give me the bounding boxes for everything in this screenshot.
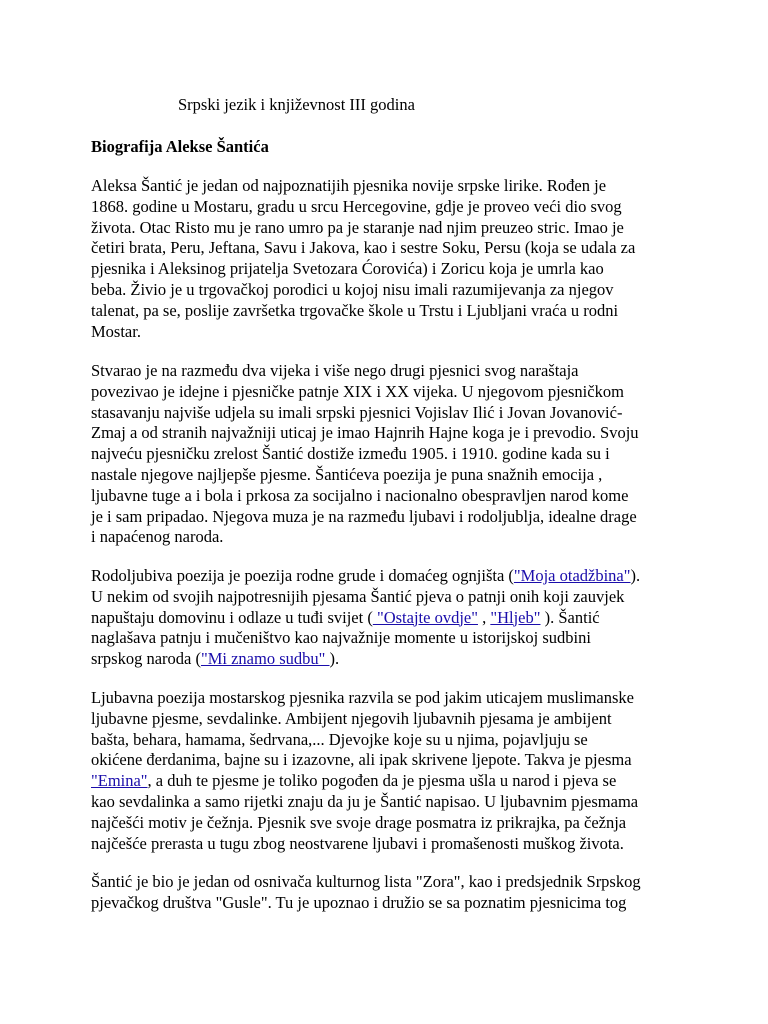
line-text: srpskog naroda ( <box>91 649 201 669</box>
paragraph-line: bašta, behara, hamama, šedrvana,... Djevojke koje su u njima, pojavljuju se <box>91 729 588 749</box>
paragraph-line: Šantić je bio je jedan od osnivača kulturnog lista "Zora", kao i predsjednik Srpskog <box>91 872 641 891</box>
paragraph-2 <box>91 361 691 548</box>
paragraph-line: pjesnika i Aleksinog prijatelja Svetozara Ćorovića) i Zoricu koja je umrla kao <box>91 259 604 279</box>
link-ostajte-ovdje[interactable]: "Ostajte ovdje" <box>372 607 478 627</box>
paragraph-line: i napaćenog naroda. <box>91 527 224 547</box>
paragraph-4 <box>91 688 691 854</box>
paragraph-line: najčešći motiv je čežnja. Pjesnik sve svoje drage posmatra iz prikrajka, pa čežnja <box>91 812 627 832</box>
paragraph-line: ljubavne pjesme, sevdalinke. Ambijent njegovih ljubavnih pjesama je ambijent <box>91 708 612 728</box>
paragraph-line: Mostar. <box>91 321 141 341</box>
document-title: Biografija Alekse Šantića <box>91 137 269 156</box>
course-header: Srpski jezik i književnost III godina <box>178 95 415 114</box>
line-text: ). Šantić <box>540 607 600 627</box>
paragraph-line: ljubavne tuge a i bola i prkosa za socijalno i nacionalno obespravljen narod kome <box>91 485 629 505</box>
paragraph-line: Aleksa Šantić je jedan od najpoznatijih pjesnika novije srpske lirike. Rođen je <box>91 176 607 195</box>
paragraph-1 <box>91 176 691 342</box>
paragraph-line: života. Otac Risto mu je rano umro pa je staranje nad njim preuzeo stric. Imao je <box>91 217 624 237</box>
paragraph-line: povezivao je idejne i pjesničke patnje XIX i XX vijeka. U njegovom pjesničkom <box>91 381 624 401</box>
paragraph-line: U nekim od svojih najpotresnijih pjesama Šantić pjeva o patnji onih koji zauvjek <box>91 586 625 606</box>
link-hljeb[interactable]: "Hljeb" <box>490 607 541 627</box>
paragraph-line: najčešće prerasta u tugu zbog neostvarene ljubavi i promašenosti muškog života. <box>91 833 624 853</box>
line-text: ). <box>329 649 340 669</box>
line-text: , a duh te pjesme je toliko pogođen da je pjesma ušla u narod i pjeva se <box>147 771 617 791</box>
line-text: napuštaju domovinu i odlaze u tuđi svijet ( <box>91 607 373 627</box>
paragraph-line: beba. Živio je u trgovačkoj porodici u kojoj nisu imali razumijevanja za njegov <box>91 279 614 299</box>
paragraph-line <box>91 608 691 629</box>
line-text: ). <box>630 566 641 585</box>
paragraph-line: okićene đerdanima, bajne su i izazovne, ali ipak skrivene ljepote. Takva je pjesma <box>91 750 632 770</box>
paragraph-line: pjevačkog društva "Gusle". Tu je upoznao i družio se sa poznatim pjesnicima tog <box>91 892 627 912</box>
paragraph-line: nastale njegove najljepše pjesme. Šantićeva poezija je puna snažnih emocija , <box>91 464 603 484</box>
line-text: Rodoljubiva poezija je poezija rodne grude i domaćeg ognjišta ( <box>91 566 514 585</box>
paragraph-3 <box>91 566 691 670</box>
paragraph-line: Stvarao je na razmeđu dva vijeka i više nego drugi pjesnici svog naraštaja <box>91 361 579 380</box>
link-moja-otadzbina[interactable]: "Moja otadžbina" <box>513 566 631 585</box>
paragraph-line: naglašava patnju i mučeništvo kao najvažnije momente u istorijskoj sudbini <box>91 628 591 648</box>
paragraph-5 <box>91 872 691 914</box>
paragraph-line: Ljubavna poezija mostarskog pjesnika razvila se pod jakim uticajem muslimanske <box>91 688 634 707</box>
paragraph-line: Zmaj a od stranih najvažniji uticaj je imao Hajnrih Hajne koga je i prevodio. Svoju <box>91 423 639 443</box>
paragraph-line: 1868. godine u Mostaru, gradu u srcu Hercegovine, gdje je proveo veći dio svog <box>91 196 622 216</box>
link-mi-znamo-sudbu[interactable]: "Mi znamo sudbu" <box>200 649 330 669</box>
paragraph-line <box>91 771 691 792</box>
paragraph-line: stasavanju najviše udjela su imali srpski pjesnici Vojislav Ilić i Jovan Jovanović- <box>91 402 623 422</box>
paragraph-line: četiri brata, Peru, Jeftana, Savu i Jakova, kao i sestre Soku, Persu (koja se udala za <box>91 238 636 258</box>
link-emina[interactable]: "Emina" <box>91 771 148 791</box>
paragraph-line <box>91 566 691 587</box>
paragraph-line: je i sam pripadao. Njegova muza je na razmeđu ljubavi i rodoljublja, idealne drage <box>91 506 637 526</box>
paragraph-line: kao sevdalinka a samo rijetki znaju da ju je Šantić napisao. U ljubavnim pjesmama <box>91 791 639 811</box>
paragraph-line <box>91 649 691 670</box>
line-text: , <box>477 607 491 627</box>
paragraph-line: najveću pjesničku zrelost Šantić dostiže između 1905. i 1910. godine kada su i <box>91 444 610 464</box>
paragraph-line: talenat, pa se, poslije završetka trgovačke škole u Trstu i Ljubljani vraća u rodni <box>91 300 619 320</box>
